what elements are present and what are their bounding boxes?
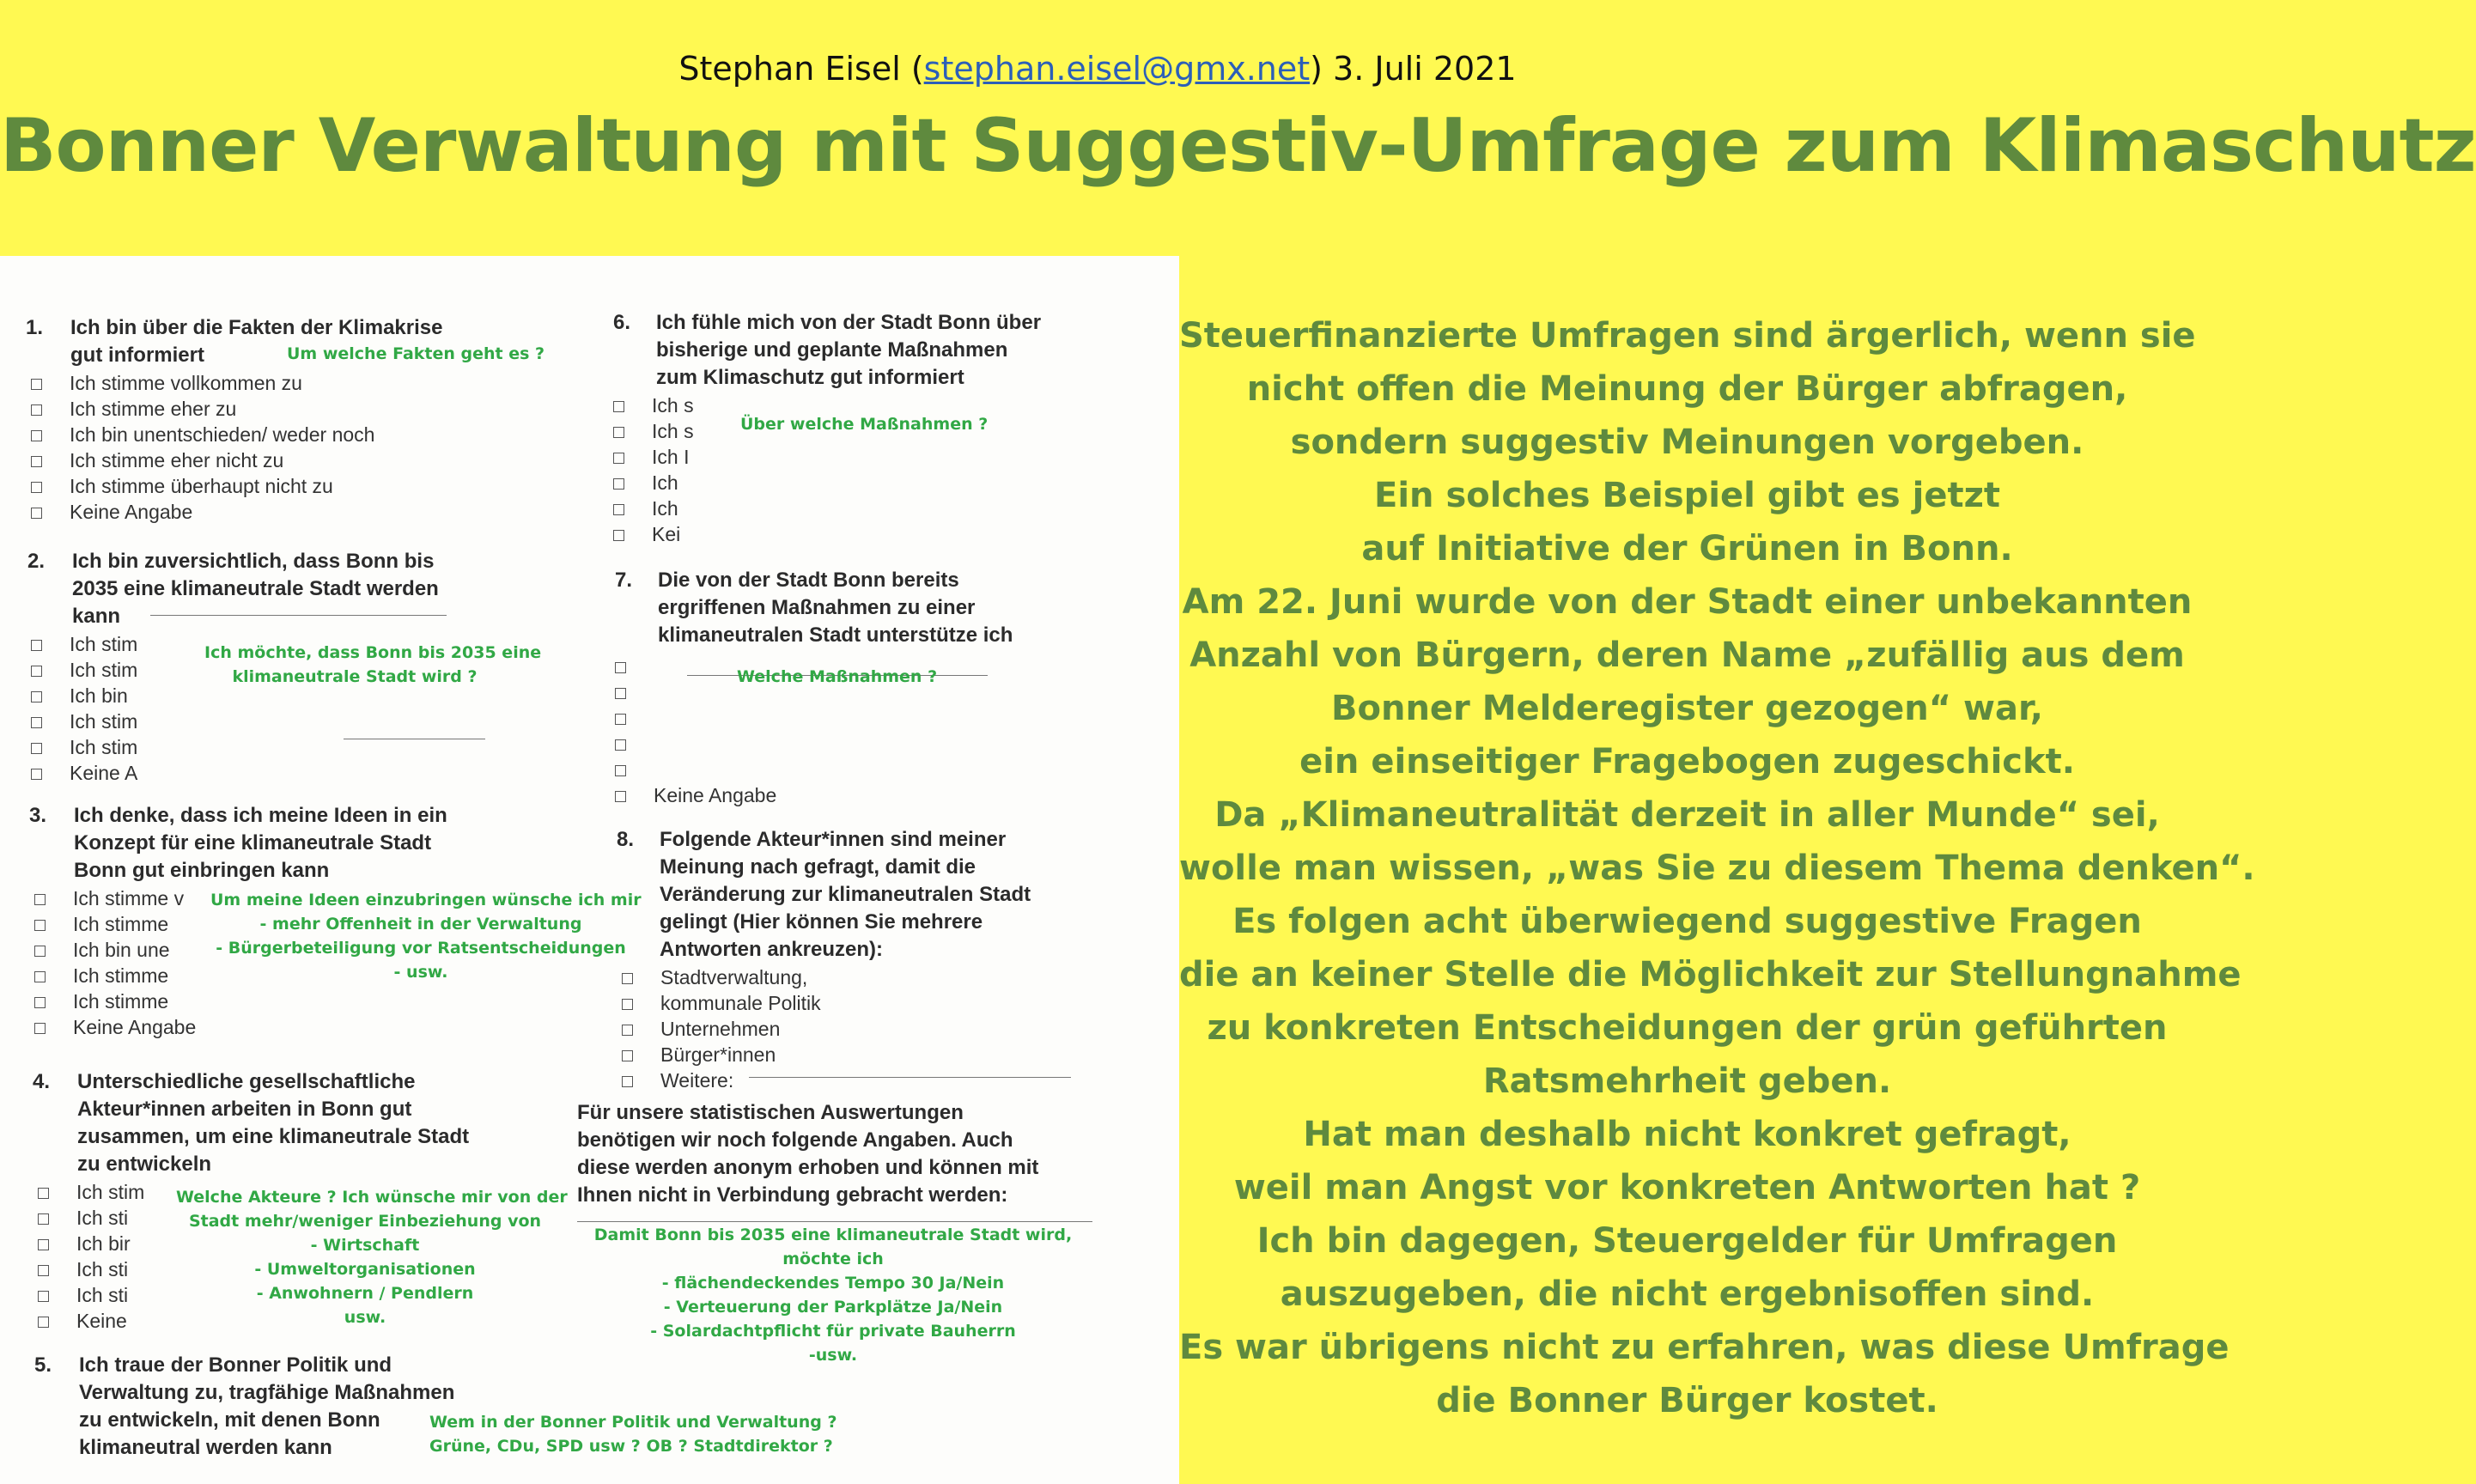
- option-row[interactable]: [31, 759, 577, 785]
- option-row[interactable]: [615, 730, 1165, 756]
- option-row[interactable]: [34, 988, 579, 1013]
- option-label: Bürger*innen: [660, 1043, 776, 1066]
- question-number: 3.: [29, 804, 47, 827]
- commentary-line: auszugeben, die nicht ergebnisoffen sind.: [1280, 1274, 2095, 1314]
- checkbox[interactable]: [38, 1317, 49, 1328]
- option-label: Ich bin unentschieden/ weder noch: [70, 423, 375, 446]
- underline: [577, 1221, 1092, 1222]
- question-text-line: Konzept für eine klimaneutrale Stadt: [74, 831, 432, 855]
- question-text-line: zu entwickeln, mit denen Bonn: [79, 1408, 380, 1432]
- annotation-note: Um welche Fakten geht es ?: [287, 344, 545, 363]
- option-label: Ich stim: [70, 659, 138, 681]
- commentary-line: wolle man wissen, „was Sie zu diesem Thema denken“.: [1179, 848, 2255, 888]
- other-answer-line[interactable]: [749, 1077, 1071, 1078]
- option-label: Unternehmen: [660, 1018, 781, 1040]
- question-number: 5.: [34, 1353, 52, 1377]
- option-label: Ich: [652, 497, 678, 520]
- checkbox[interactable]: [34, 946, 46, 957]
- commentary-line: zu konkreten Entscheidungen der grün geführten: [1207, 1008, 2168, 1048]
- commentary-line: Bonner Melderegister gezogen“ war,: [1331, 689, 2043, 728]
- option-label: Ich stimme: [73, 964, 169, 987]
- question-number: 6.: [613, 311, 631, 334]
- question-text-line: Bonn gut einbringen kann: [74, 859, 330, 882]
- annotation-note: [204, 641, 542, 689]
- option-row[interactable]: [613, 469, 1163, 495]
- option-label: Keine Angabe: [654, 784, 777, 806]
- option-label: Ich stimme eher nicht zu: [70, 449, 284, 471]
- option-label: Ich stimme eher zu: [70, 398, 237, 420]
- question-text-line: Veränderung zur klimaneutralen Stadt: [660, 883, 1031, 906]
- annotation-note: [593, 1223, 1074, 1367]
- question-text-line: Folgende Akteur*innen sind meiner: [660, 828, 1007, 851]
- note-line: klimaneutrale Stadt wird ?: [232, 667, 478, 686]
- checkbox[interactable]: [615, 765, 626, 776]
- checkbox[interactable]: [31, 640, 42, 651]
- option-row[interactable]: [622, 964, 1166, 989]
- question-text-line: zusammen, um eine klimaneutrale Stadt: [77, 1125, 470, 1148]
- note-line: Welche Akteure ? Ich wünsche mir von der: [176, 1188, 568, 1207]
- option-label: Ich sti: [76, 1207, 129, 1229]
- checkbox[interactable]: [31, 717, 42, 728]
- commentary-line: ein einseitiger Fragebogen zugeschickt.: [1299, 742, 2075, 782]
- checkbox[interactable]: [613, 478, 624, 490]
- commentary-line: Am 22. Juni wurde von der Stadt einer unbekannten: [1182, 582, 2193, 622]
- commentary-line: Es folgen acht überwiegend suggestive Fragen: [1232, 902, 2142, 941]
- option-label: Weitere:: [660, 1069, 734, 1092]
- option-label: Ich stimme v: [73, 887, 185, 909]
- option-row[interactable]: [613, 443, 1163, 469]
- option-label: Ich bin: [70, 684, 128, 707]
- note-line: Wem in der Bonner Politik und Verwaltung ?: [429, 1413, 837, 1432]
- checkbox[interactable]: [34, 971, 46, 982]
- question-number: 8.: [617, 828, 635, 851]
- option-label: Ich stimme überhaupt nicht zu: [70, 475, 333, 497]
- checkbox[interactable]: [31, 404, 42, 416]
- note-line: Um meine Ideen einzubringen wünsche ich mir: [210, 891, 642, 909]
- question-text-line: Ich fühle mich von der Stadt Bonn über: [656, 311, 1042, 334]
- option-label: Ich stim: [70, 736, 138, 758]
- question-text-line: zu entwickeln: [77, 1153, 212, 1176]
- checkbox[interactable]: [615, 714, 626, 725]
- question-text-line: Verwaltung zu, tragfähige Maßnahmen: [79, 1381, 455, 1404]
- option-label: Ich stimme vollkommen zu: [70, 372, 302, 394]
- checkbox[interactable]: [613, 401, 624, 412]
- question-text-line: Die von der Stadt Bonn bereits: [658, 569, 959, 592]
- commentary-line: Da „Klimaneutralität derzeit in aller Munde“ sei,: [1214, 795, 2160, 835]
- checkbox[interactable]: [38, 1213, 49, 1225]
- checkbox[interactable]: [613, 427, 624, 438]
- annotation-note: Welche Maßnahmen ?: [737, 667, 938, 686]
- checkbox[interactable]: [38, 1291, 49, 1302]
- question-text-line: Antworten ankreuzen):: [660, 938, 884, 961]
- survey-scan: [0, 256, 1179, 1484]
- email-link[interactable]: stephan.eisel@gmx.net: [923, 50, 1311, 88]
- option-label: Keine Angabe: [73, 1016, 197, 1038]
- checkbox[interactable]: [38, 1265, 49, 1276]
- option-label: Ich stimme: [73, 913, 169, 935]
- option-row[interactable]: [31, 369, 575, 395]
- option-row[interactable]: [613, 520, 1163, 546]
- option-row[interactable]: [31, 733, 577, 759]
- option-label: Stadtverwaltung,: [660, 966, 808, 988]
- commentary-line: Anzahl von Bürgern, deren Name „zufällig aus dem: [1189, 636, 2185, 675]
- author-suffix: ) 3. Juli 2021: [1310, 50, 1517, 88]
- checkbox[interactable]: [615, 739, 626, 751]
- question-text-line: Ich bin über die Fakten der Klimakrise: [70, 316, 443, 339]
- note-line: - Solardachtpflicht für private Bauherrn: [650, 1322, 1016, 1341]
- note-line: -usw.: [808, 1346, 858, 1365]
- commentary-line: weil man Angst vor konkreten Antworten hat ?: [1233, 1168, 2141, 1207]
- checkbox[interactable]: [622, 973, 633, 984]
- statistics-line: Für unsere statistischen Auswertungen: [577, 1101, 964, 1124]
- checkbox[interactable]: [622, 999, 633, 1010]
- note-line: Stadt mehr/weniger Einbeziehung von: [188, 1212, 542, 1231]
- note-line: - Bürgerbeteiligung vor Ratsentscheidungen: [216, 939, 626, 958]
- question-text-line: 2035 eine klimaneutrale Stadt werden: [72, 577, 439, 600]
- option-row[interactable]: [34, 1013, 579, 1039]
- page-title: Bonner Verwaltung mit Suggestiv-Umfrage zum Klimaschutz: [0, 103, 2476, 189]
- commentary-line: die Bonner Bürger kostet.: [1436, 1381, 1938, 1420]
- checkbox[interactable]: [615, 791, 626, 802]
- option-label: Ich stimme: [73, 990, 169, 1013]
- commentary-line: Hat man deshalb nicht konkret gefragt,: [1303, 1115, 2071, 1154]
- checkbox[interactable]: [34, 1023, 46, 1034]
- question-number: 4.: [33, 1070, 51, 1093]
- statistics-intro: [577, 1099, 1170, 1209]
- commentary-text: [1179, 309, 2255, 1427]
- annotation-note: Über welche Maßnahmen ?: [740, 415, 989, 434]
- commentary-line: Steuerfinanzierte Umfragen sind ärgerlich, wenn sie: [1179, 316, 2196, 356]
- note-line: - flächendeckendes Tempo 30 Ja/Nein: [661, 1274, 1005, 1292]
- checkbox[interactable]: [34, 997, 46, 1008]
- option-label: Ich stim: [76, 1181, 145, 1203]
- note-line: Ich möchte, dass Bonn bis 2035 eine: [204, 643, 542, 662]
- question-text-line: gelingt (Hier können Sie mehrere: [660, 910, 983, 934]
- commentary-line: Ein solches Beispiel gibt es jetzt: [1374, 476, 2000, 515]
- checkbox[interactable]: [622, 1025, 633, 1036]
- question-text-line: Meinung nach gefragt, damit die: [660, 855, 976, 879]
- checkbox[interactable]: [34, 894, 46, 905]
- question-text-line: zum Klimaschutz gut informiert: [656, 366, 964, 389]
- option-row[interactable]: [31, 447, 575, 472]
- option-row[interactable]: [615, 782, 1165, 807]
- option-label: kommunale Politik: [660, 992, 821, 1014]
- option-row[interactable]: [622, 1041, 1166, 1067]
- option-label: Ich stim: [70, 633, 138, 655]
- question-text-line: Akteur*innen arbeiten in Bonn gut: [77, 1098, 412, 1121]
- note-line: - Wirtschaft: [310, 1236, 420, 1255]
- commentary-line: sondern suggestiv Meinungen vorgeben.: [1290, 423, 2084, 462]
- question-text-line: Ich denke, dass ich meine Ideen in ein: [74, 804, 447, 827]
- checkbox[interactable]: [31, 691, 42, 702]
- question-text-line: klimaneutralen Stadt unterstütze ich: [658, 623, 1013, 647]
- checkbox[interactable]: [31, 666, 42, 677]
- checkbox[interactable]: [31, 379, 42, 390]
- option-row[interactable]: [613, 495, 1163, 520]
- question-text-line: ergriffenen Maßnahmen zu einer: [658, 596, 976, 619]
- checkbox[interactable]: [34, 920, 46, 931]
- option-label: Ich s: [652, 394, 694, 417]
- question-text-line: gut informiert: [70, 344, 204, 367]
- note-line: möchte ich: [782, 1250, 884, 1268]
- option-row[interactable]: [622, 1015, 1166, 1041]
- statistics-line: benötigen wir noch folgende Angaben. Auch: [577, 1128, 1013, 1152]
- option-label: Keine Angabe: [70, 501, 193, 523]
- option-label: Ich s: [652, 420, 694, 442]
- note-line: - usw.: [393, 963, 448, 982]
- question-text-line: kann: [72, 605, 121, 628]
- checkbox[interactable]: [31, 769, 42, 780]
- option-label: Kei: [652, 523, 681, 545]
- checkbox[interactable]: [615, 688, 626, 699]
- question-text-line: Ich bin zuversichtlich, dass Bonn bis: [72, 550, 435, 573]
- checkbox[interactable]: [31, 482, 42, 493]
- commentary-line: die an keiner Stelle die Möglichkeit zur Stellungnahme: [1179, 955, 2242, 994]
- checkbox[interactable]: [31, 430, 42, 441]
- commentary-line: Ich bin dagegen, Steuergelder für Umfragen: [1256, 1221, 2118, 1261]
- question-text-line: bisherige und geplante Maßnahmen: [656, 338, 1008, 362]
- option-row[interactable]: [31, 421, 575, 447]
- note-line: usw.: [344, 1308, 386, 1327]
- note-line: - Anwohnern / Pendlern: [256, 1284, 474, 1303]
- option-row[interactable]: [31, 472, 575, 498]
- option-label: Ich stim: [70, 710, 138, 733]
- checkbox[interactable]: [613, 530, 624, 541]
- question-text-line: Ich traue der Bonner Politik und: [79, 1353, 392, 1377]
- annotation-note: [210, 888, 642, 984]
- commentary-line: auf Initiative der Grünen in Bonn.: [1361, 529, 2013, 569]
- checkbox[interactable]: [615, 662, 626, 673]
- checkbox[interactable]: [38, 1188, 49, 1199]
- commentary-line: Es war übrigens nicht zu erfahren, was diese Umfrage: [1179, 1328, 2230, 1367]
- commentary-line: nicht offen die Meinung der Bürger abfragen,: [1246, 369, 2128, 409]
- option-label: Ich sti: [76, 1258, 129, 1280]
- question-text-line: klimaneutral werden kann: [79, 1436, 332, 1459]
- checkbox[interactable]: [31, 743, 42, 754]
- underline: [150, 615, 447, 616]
- checkbox[interactable]: [31, 456, 42, 467]
- author-line: [0, 50, 2195, 88]
- option-label: Keine: [76, 1310, 127, 1332]
- commentary-line: Ratsmehrheit geben.: [1482, 1061, 1892, 1101]
- question-8: [617, 826, 1166, 1092]
- checkbox[interactable]: [38, 1239, 49, 1250]
- checkbox[interactable]: [613, 453, 624, 464]
- annotation-note: [176, 1185, 568, 1329]
- statistics-line: Ihnen nicht in Verbindung gebracht werden:: [577, 1183, 1008, 1207]
- checkbox[interactable]: [613, 504, 624, 515]
- option-row[interactable]: [622, 1067, 1166, 1092]
- option-row[interactable]: [31, 498, 575, 524]
- checkbox[interactable]: [622, 1076, 633, 1087]
- option-label: Ich bin une: [73, 939, 170, 961]
- option-row[interactable]: [31, 708, 577, 733]
- question-number: 1.: [26, 316, 44, 339]
- note-line: Damit Bonn bis 2035 eine klimaneutrale Stadt wird,: [593, 1226, 1073, 1244]
- note-line: - Verteuerung der Parkplätze Ja/Nein: [663, 1298, 1003, 1317]
- checkbox[interactable]: [31, 508, 42, 519]
- annotation-note: [429, 1410, 837, 1458]
- statistics-line: diese werden anonym erhoben und können mit: [577, 1156, 1039, 1179]
- option-row[interactable]: [615, 704, 1165, 730]
- option-label: Ich sti: [76, 1284, 129, 1306]
- option-label: Ich bir: [76, 1232, 131, 1255]
- note-line: - mehr Offenheit in der Verwaltung: [259, 915, 582, 934]
- author-prefix: Stephan Eisel (: [678, 50, 924, 88]
- question-number: 7.: [615, 569, 633, 592]
- checkbox[interactable]: [622, 1050, 633, 1061]
- option-label: Keine A: [70, 762, 138, 784]
- note-line: Grüne, CDu, SPD usw ? OB ? Stadtdirektor ?: [429, 1437, 833, 1456]
- option-row[interactable]: [31, 395, 575, 421]
- option-label: Ich: [652, 471, 678, 494]
- option-label: Ich I: [652, 446, 690, 468]
- question-number: 2.: [27, 550, 46, 573]
- question-text-line: Unterschiedliche gesellschaftliche: [77, 1070, 416, 1093]
- note-line: - Umweltorganisationen: [254, 1260, 476, 1279]
- option-row[interactable]: [622, 989, 1166, 1015]
- option-row[interactable]: [615, 756, 1165, 782]
